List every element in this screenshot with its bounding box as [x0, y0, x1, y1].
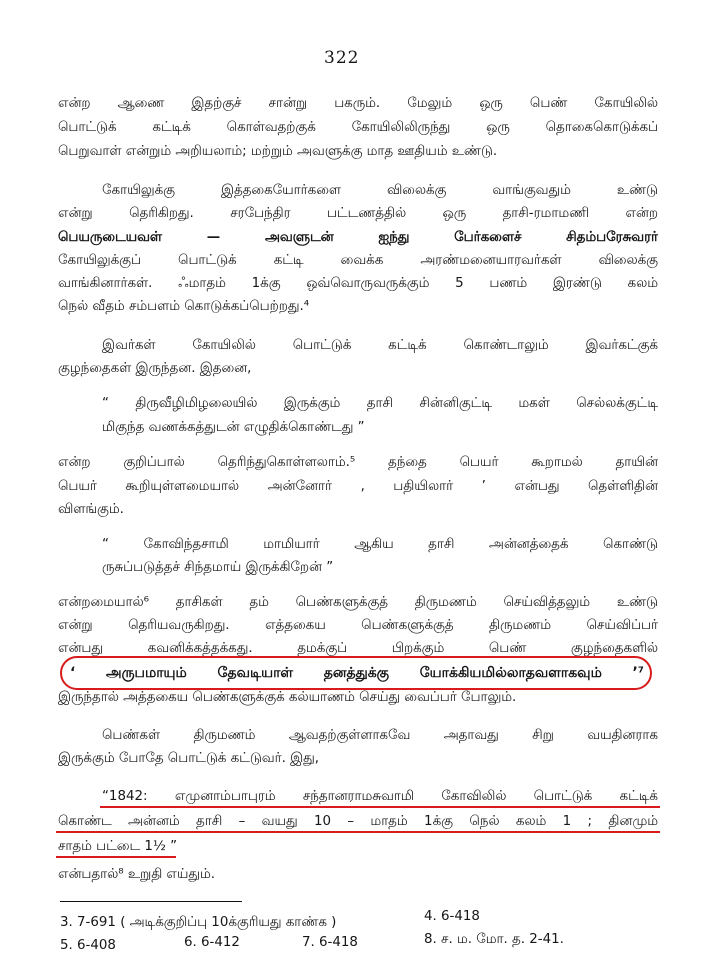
text-line: பெயருடையவள் — அவளுடன் ஐந்து பேர்களைச் சிதம்பரேசுவரர் — [58, 230, 658, 245]
text-line: வாங்கினார்கள். ஃமாதம் 1க்கு ஒவ்வொருவருக்கும் 5 பணம் இரண்டு கலம் — [58, 276, 658, 291]
quote-line: கொண்ட அன்னம் தாசி – வயது 10 – மாதம் 1க்கு நெல் கலம் 1 ; தினமும் — [58, 814, 658, 829]
highlighted-phrase: ‘ அருபமாயும் தேவடியாள் தனத்துக்கு யோக்கியமில்லாதவளாகவும் ’⁷ — [70, 665, 644, 681]
text-line: என்றமையால்⁶ தாசிகள் தம் பெண்களுக்குத் திருமணம் செய்வித்தலும் உண்டு — [58, 595, 658, 610]
text-line: பெண்கள் திருமணம் ஆவதற்குள்ளாகவே அதாவது சிறு வயதினராக — [102, 728, 658, 743]
text-line: கோயிலுக்கு இத்தகையோர்களை விலைக்கு வாங்குவதும் உண்டு — [102, 183, 658, 198]
text-line: பெறுவாள் என்றும் அறியலாம்; மற்றும் அவளுக்கு மாத ஊதியம் உண்டு. — [58, 144, 498, 159]
text-line: இருக்கும் போதே பொட்டுக் கட்டுவர். இது, — [58, 751, 320, 766]
text-line: நெல் வீதம் சம்பளம் கொடுக்கப்பெற்றது.⁴ — [58, 299, 310, 314]
red-underline — [100, 806, 660, 808]
red-underline — [56, 831, 660, 833]
page-number: 322 — [324, 48, 360, 68]
footnote: 3. 7-691 ( அடிக்குறிப்பு 10க்குரியது காண்க ) — [60, 915, 337, 930]
red-underline — [56, 856, 176, 858]
text-line: என்பது கவனிக்கத்தக்கது. தமக்குப் பிறக்கும் பெண் குழந்தைகளில் — [58, 641, 658, 656]
footnote: 4. 6-418 — [424, 909, 480, 924]
text-line: இருந்தால் அத்தகைய பெண்களுக்குக் கல்யாணம் செய்து வைப்பர் போலும். — [58, 690, 517, 705]
text-line: என்று தெரியவருகிறது. எத்தகைய பெண்களுக்குத் திருமணம் செய்விப்பர் — [58, 618, 658, 633]
footnote: 8. ச. ம. மோ. த. 2-41. — [424, 932, 564, 947]
text-line: பொட்டுக் கட்டிக் கொள்வதற்குக் கோயிலிலிருந்து ஒரு தொகைகொடுக்கப் — [58, 120, 658, 135]
text-line: இவர்கள் கோயிலில் பொட்டுக் கட்டிக் கொண்டாலும் இவர்கட்குக் — [102, 338, 658, 353]
text-line: குழந்தைகள் இருந்தன. இதனை, — [58, 361, 252, 376]
quote-line: சாதம் பட்டை 1½ ” — [58, 839, 178, 854]
text-line: விளங்கும். — [58, 502, 124, 517]
text-line: என்பதால்⁸ உறுதி எய்தும். — [58, 867, 215, 882]
quote-line: “ கோவிந்தசாமி மாமியார் ஆகிய தாசி அன்னத்தைக் கொண்டு — [102, 537, 658, 552]
footnote: 6. 6-412 — [184, 935, 240, 950]
text-line: பெயர் கூறியுள்ளமையால் அன்னோர் ‚ பதியிலார் ’ என்பது தெள்ளிதின் — [58, 479, 658, 494]
footnote-rule — [60, 901, 242, 902]
quote-line: மிகுந்த வணக்கத்துடன் எழுதிக்கொண்டது ” — [102, 420, 365, 435]
quote-line: “1842: எமுனாம்பாபுரம் சந்தானராமசுவாமி கோவிலில் பொட்டுக் கட்டிக் — [102, 789, 658, 804]
text-line: கோயிலுக்குப் பொட்டுக் கட்டி வைக்க அரண்மனையாரவர்கள் விலைக்கு — [58, 253, 658, 268]
quote-line: “ திருவீழிமிழலையில் இருக்கும் தாசி சின்னிகுட்டி மகள் செல்லக்குட்டி — [102, 396, 658, 411]
quote-line: ருசுப்படுத்தச் சிந்தமாய் இருக்கிறேன் ” — [102, 560, 334, 575]
text-line: என்ற ஆணை இதற்குச் சான்று பகரும். மேலும் ஒரு பெண் கோயிலில் — [58, 96, 658, 111]
footnote: 5. 6-408 — [60, 938, 116, 953]
footnote: 7. 6-418 — [302, 935, 358, 950]
text-line: என்று தெரிகிறது. சரபேந்திர பட்டணத்தில் ஒரு தாசி-ரமாமணி என்ற — [58, 206, 658, 221]
text-line: என்ற குறிப்பால் தெரிந்துகொள்ளலாம்.⁵ தந்தை பெயர் கூறாமல் தாயின் — [58, 455, 658, 470]
